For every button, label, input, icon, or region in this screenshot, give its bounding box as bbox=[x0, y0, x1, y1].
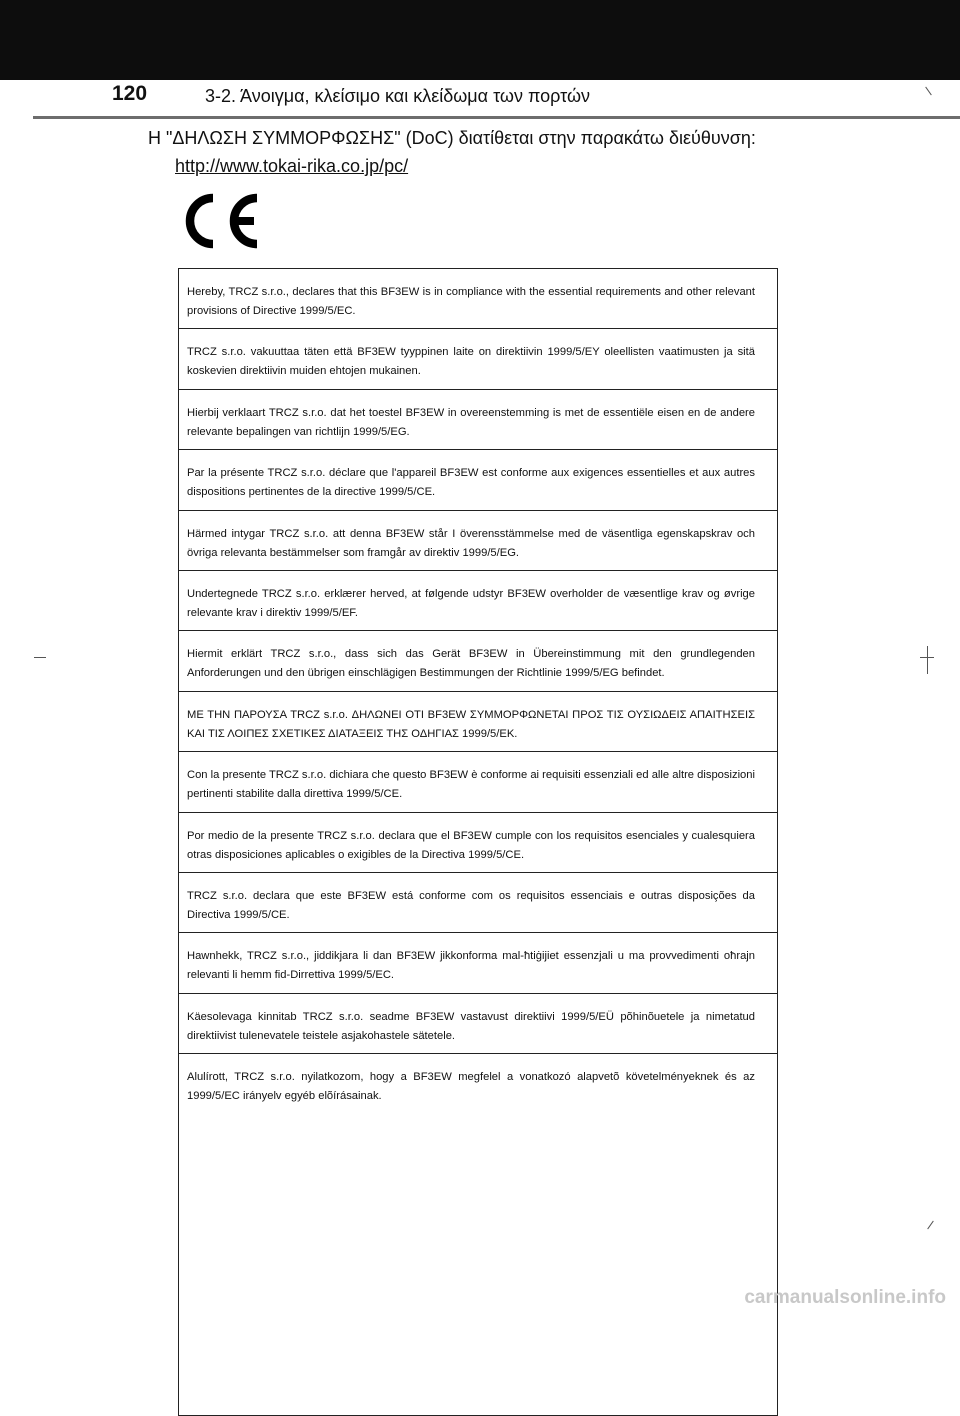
declarations-table bbox=[178, 268, 778, 1416]
declaration-row: Alulírott, TRCZ s.r.o. nyilatkozom, hogy a BF3EW megfelel a vonatkozó alapvetõ követelményeknek és az 1999/5/EC irányelv egyéb elõírásainak. bbox=[187, 1071, 755, 1103]
declaration-row: Käesolevaga kinnitab TRCZ s.r.o. seadme BF3EW vastavust direktiivi 1999/5/EÜ põhinõuetele ja nimetatud direktiivist tulenevatele teistele asjakohastele sätetele. bbox=[179, 994, 777, 1054]
crop-mark-top-right bbox=[925, 87, 932, 96]
declaration-row: Por medio de la presente TRCZ s.r.o. declara que el BF3EW cumple con los requisitos esenciales y cualesquiera otras disposiciones aplicables o exigibles de la Directiva 1999/5/CE. bbox=[179, 813, 777, 873]
doc-url-link[interactable]: http://www.tokai-rika.co.jp/pc/ bbox=[175, 156, 409, 176]
ce-mark-icon bbox=[179, 192, 264, 250]
declaration-row: Par la présente TRCZ s.r.o. déclare que l'appareil BF3EW est conforme aux exigences essentielles et aux autres dispositions pertinentes de la directive 1999/5/CE. bbox=[179, 450, 777, 510]
declaration-row: Hiermit erklärt TRCZ s.r.o., dass sich das Gerät BF3EW in Übereinstimmung mit den grundlegenden Anforderungen und den übrigen einschlägigen Bestimmungen der Richtlinie 1999/5/EG befindet. bbox=[179, 631, 777, 691]
declaration-row: Undertegnede TRCZ s.r.o. erklærer herved, at følgende udstyr BF3EW overholder de væsentlige krav og øvrige relevante krav i direktiv 1999/5/EF. bbox=[179, 571, 777, 631]
declaration-row: ΜΕ ΤΗΝ ΠΑΡΟΥΣΑ TRCZ s.r.o. ΔΗΛΩΝΕΙ ΟΤΙ BF3EW ΣΥΜΜΟΡΦΩΝΕΤΑΙ ΠΡΟΣ ΤΙΣ ΟΥΣΙΩΔΕΙΣ ΑΠΑΙΤΗΣΕΙΣ ΚΑΙ ΤΙΣ ΛΟΙΠΕΣ ΣΧΕΤΙΚΕΣ ΔΙΑΤΑΞΕΙΣ ΤΗΣ ΟΔΗΓΙΑΣ 1999/5/ΕΚ. bbox=[179, 692, 777, 752]
declaration-row: Con la presente TRCZ s.r.o. dichiara che questo BF3EW è conforme ai requisiti essenziali ed alle altre disposizioni pertinenti stabilite dalla direttiva 1999/5/CE. bbox=[179, 752, 777, 812]
watermark-text: carmanualsonline.info bbox=[744, 1287, 946, 1308]
declaration-row: TRCZ s.r.o. vakuuttaa täten että BF3EW tyyppinen laite on direktiivin 1999/5/EY oleellisten vaatimusten ja sitä koskevien direktiivin muiden ehtojen mukainen. bbox=[179, 329, 777, 389]
declaration-row: Hawnhekk, TRCZ s.r.o., jiddikjara li dan BF3EW jikkonforma mal-ħtiġijiet essenzjali u ma provvedimenti oħrajn relevanti li hemm fid-Dirrettiva 1999/5/EC. bbox=[179, 933, 777, 993]
declaration-row: Hierbij verklaart TRCZ s.r.o. dat het toestel BF3EW in overeenstemming is met de essentiële eisen en de andere relevante bepalingen van richtlijn 1999/5/EG. bbox=[179, 390, 777, 450]
declaration-row: Hereby, TRCZ s.r.o., declares that this BF3EW is in compliance with the essential requirements and other relevant provisions of Directive 1999/5/EC. bbox=[179, 269, 777, 329]
crop-mark-left bbox=[34, 657, 46, 658]
doc-statement: Η "ΔΗΛΩΣΗ ΣΥΜΜΟΡΦΩΣΗΣ" (DoC) διατίθεται στην παρακάτω διεύθυνση: bbox=[148, 128, 756, 148]
crop-mark-bottom-right bbox=[927, 1221, 934, 1230]
declaration-row: Härmed intygar TRCZ s.r.o. att denna BF3EW står I överensstämmelse med de väsentliga egenskapskrav och övriga relevanta bestämmelser som framgår av direktiv 1999/5/EG. bbox=[179, 511, 777, 571]
header-divider bbox=[33, 116, 960, 119]
crop-mark-right-v bbox=[927, 646, 928, 674]
declaration-row: TRCZ s.r.o. declara que este BF3EW está conforme com os requisitos essenciais e outras disposições da Directiva 1999/5/CE. bbox=[179, 873, 777, 933]
page-number: 120 bbox=[112, 82, 148, 105]
section-title: 3-2. Άνοιγμα, κλείσιμο και κλείδωμα των πορτών bbox=[205, 86, 591, 106]
top-black-band bbox=[0, 0, 960, 80]
